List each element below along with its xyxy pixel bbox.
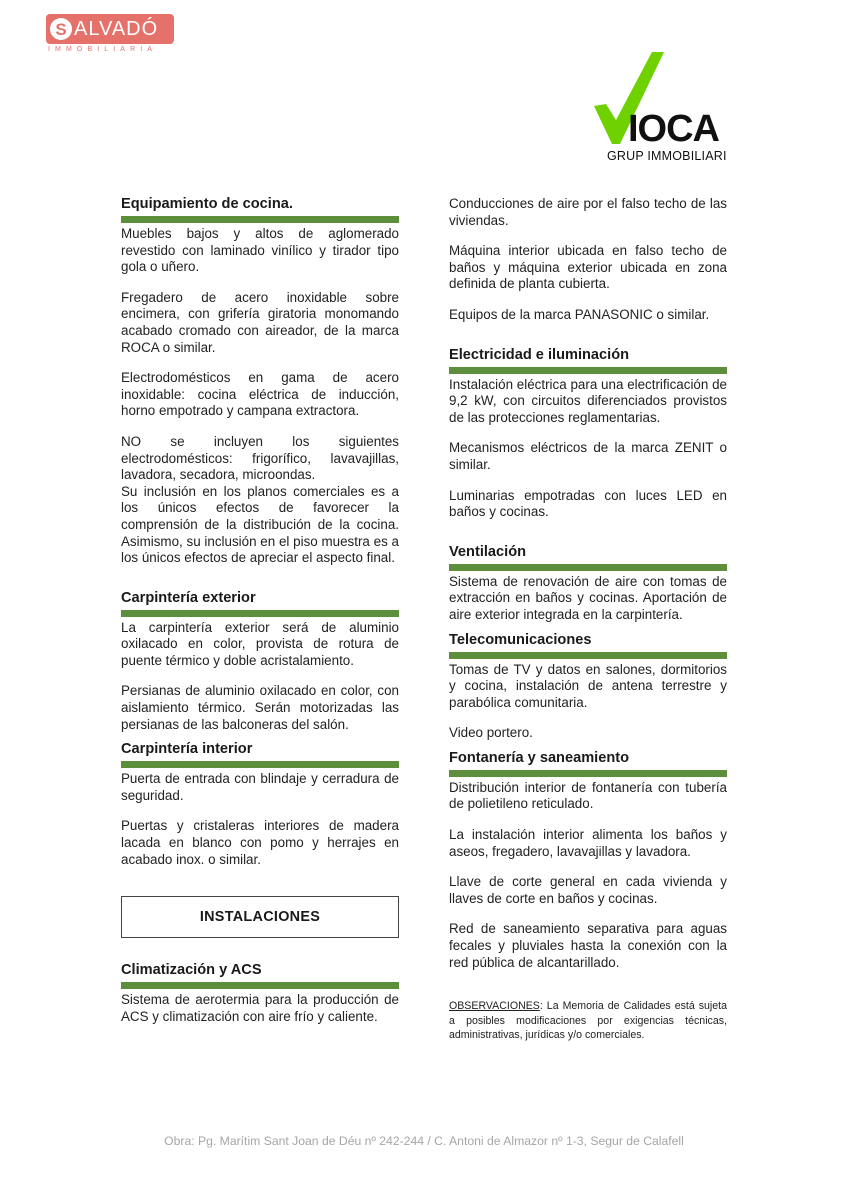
section-title-ventilacion: Ventilación [449,544,727,571]
section-title-electricidad: Electricidad e iluminación [449,347,727,374]
section-title-carpinteria-exterior: Carpintería exterior [121,590,399,617]
footer-address: Obra: Pg. Marítim Sant Joan de Déu nº 242-244 / C. Antoni de Almazor nº 1-3, Segur de Calafell [164,1134,684,1148]
observaciones-label: OBSERVACIONES [449,1000,540,1013]
observaciones-text: : La Memoria de Calidades está sujeta a posibles modificaciones por exigencias técnicas, administrativas, jurídicas y/o comerciales. [449,1000,727,1042]
section-title-fontaneria: Fontanería y saneamiento [449,750,727,777]
section-title-telecomunicaciones: Telecomunicaciones [449,632,727,659]
section-title-carpinteria-interior: Carpintería interior [121,741,399,768]
observaciones-note [449,999,727,1043]
paragraph: Su inclusión en los planos comerciales es a los únicos efectos de favorecer la comprensión de la distribución de la cocina. Asimismo, su inclusión en el piso muestra es a los únicos efectos de apreciar el aspecto final. [121,483,399,566]
paragraph: Conducciones de aire por el falso techo de las viviendas. [449,196,727,228]
vioca-logo-subtitle: GRUP IMMOBILIARI [607,149,727,163]
salvado-logo-word: ALVADÓ [74,17,159,40]
paragraph: Electrodomésticos en gama de acero inoxidable: cocina eléctrica de inducción, horno empotrado y campana extractora. [121,370,399,419]
paragraph: Puerta de entrada con blindaje y cerradura de seguridad. [121,771,399,803]
paragraph: Puertas y cristaleras interiores de madera lacada en blanco con pomo y herrajes en acabado inox. o similar. [121,818,399,867]
paragraph: Sistema de aerotermia para la producción de ACS y climatización con aire frío y caliente. [121,992,399,1024]
salvado-logo-box [46,14,174,44]
paragraph: Equipos de la marca PANASONIC o similar. [449,306,710,322]
vioca-logo [590,48,730,163]
paragraph: Muebles bajos y altos de aglomerado revestido con laminado vinílico y tirador tipo gola o uñero. [121,226,399,275]
paragraph: Persianas de aluminio oxilacado en color, con aislamiento térmico. Serán motorizadas las persianas de las balconeras del salón. [121,683,399,732]
instalaciones-heading-box: INSTALACIONES [121,896,399,938]
paragraph: Distribución interior de fontanería con tubería de polietileno reticulado. [449,779,727,812]
paragraph: Instalación eléctrica para una electrificación de 9,2 kW, con circuitos diferenciados provistos de las protecciones reglamentarias. [449,376,727,425]
salvado-logo-subtitle: IMMOBILIARIA [48,46,158,53]
right-column [449,196,727,1043]
section-title-climatizacion: Climatización y ACS [121,962,399,989]
section-title-cocina: Equipamiento de cocina. [121,196,399,223]
paragraph: Luminarias empotradas con luces LED en baños y cocinas. [449,487,727,520]
paragraph: Video portero. [449,725,533,741]
vioca-logo-word: IOCA [628,108,719,150]
paragraph: Fregadero de acero inoxidable sobre encimera, con grifería giratoria monomando acabado cromado con aireador, de la marca ROCA o similar. [121,289,399,355]
paragraph: La carpintería exterior será de aluminio oxilacado en color, provista de rotura de puente térmico y doble acristalamiento. [121,619,399,668]
paragraph: Red de saneamiento separativa para aguas fecales y pluviales hasta la conexión con la red pública de alcantarillado. [449,921,727,970]
paragraph: Llave de corte general en cada vivienda y llaves de corte en baños y cocinas. [449,874,727,906]
salvado-logo [46,14,176,56]
paragraph: Tomas de TV y datos en salones, dormitorios y cocina, instalación de antena terrestre y parabólica comunitaria. [449,661,727,710]
paragraph: La instalación interior alimenta los baños y aseos, fregadero, lavavajillas y lavadora. [449,827,727,859]
paragraph: Mecanismos eléctricos de la marca ZENIT o similar. [449,440,727,472]
paragraph: NO se incluyen los siguientes electrodomésticos: frigorífico, lavavajillas, lavadora, secadora, microondas. [121,433,399,483]
left-column [121,196,399,1025]
paragraph: Sistema de renovación de aire con tomas de extracción en baños y cocinas. Aportación de aire exterior integrada en la carpintería. [449,573,727,622]
salvado-logo-initial: S [50,18,72,40]
paragraph: Máquina interior ubicada en falso techo de baños y máquina exterior ubicada en zona definida de planta cubierta. [449,243,727,292]
